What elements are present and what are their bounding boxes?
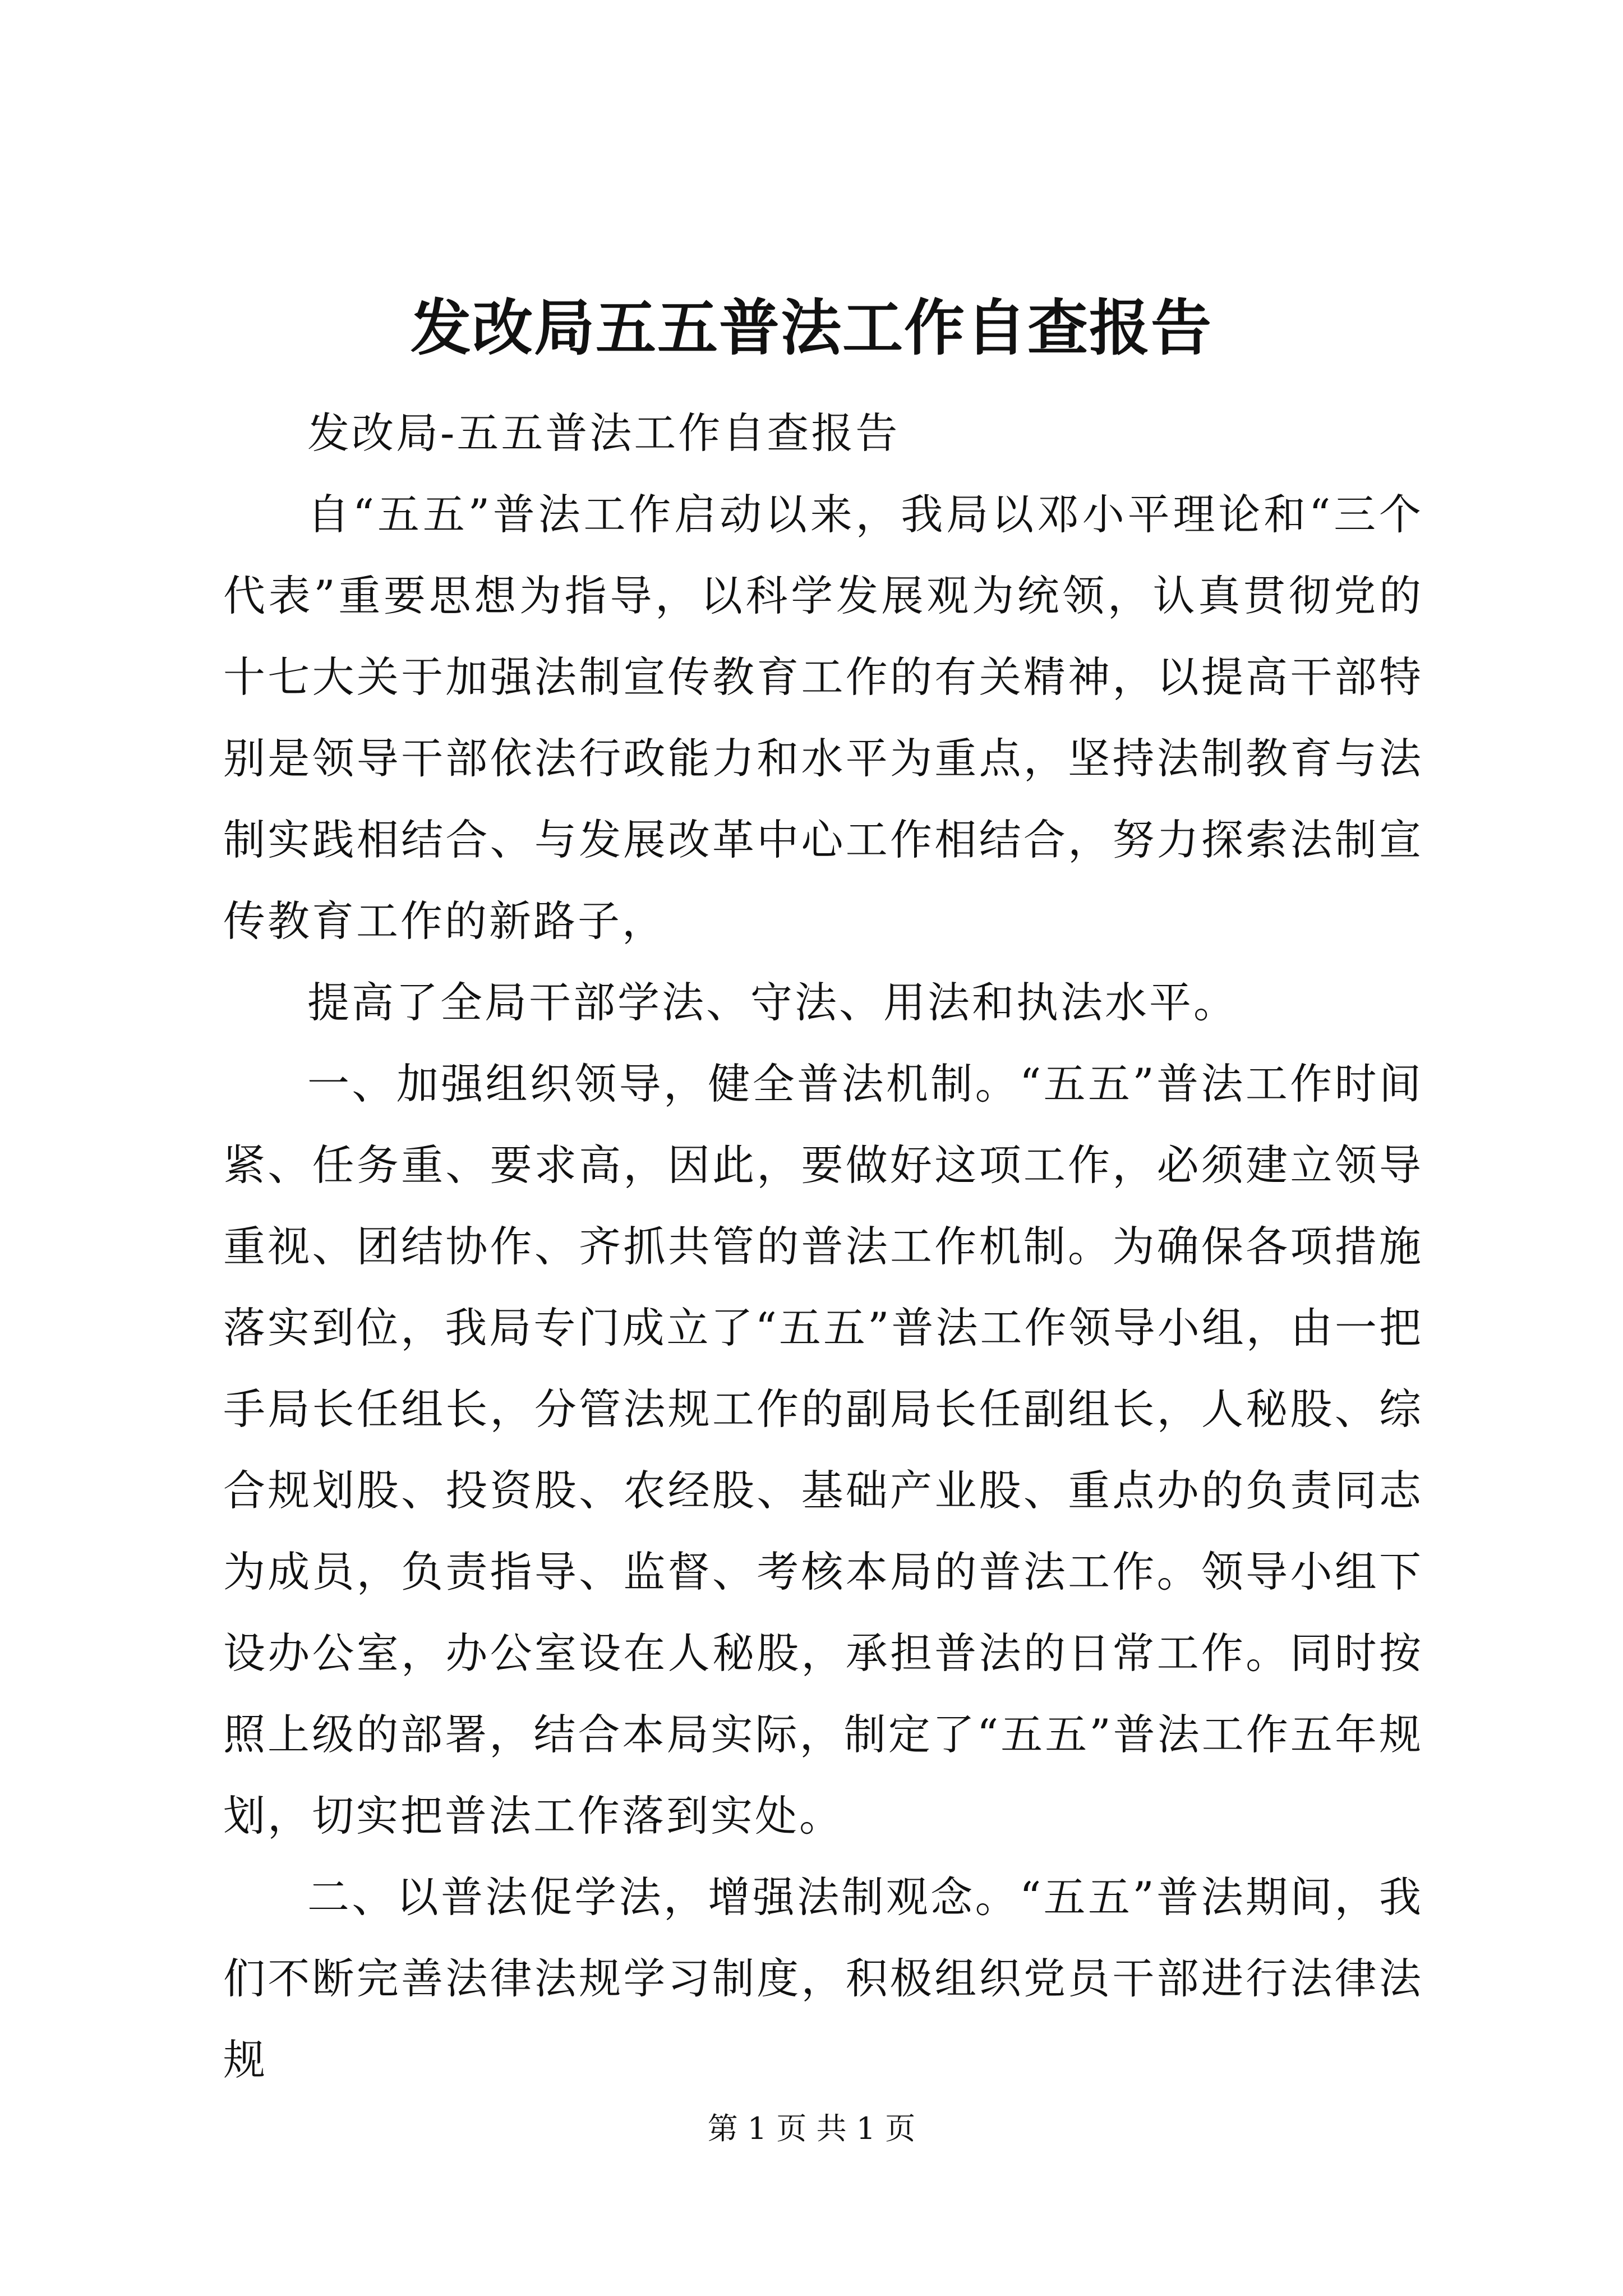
paragraph-summary: 提高了全局干部学法、守法、用法和执法水平。 [307, 978, 1238, 1027]
paragraph-intro: 自“五五”普法工作启动以来，我局以邓小平理论和“三个代表”重要思想为指导，以科学发展观为统领，认真贯彻党的十七大关于加强法制宣传教育工作的有关精神，以提高干部特别是领导干部依法行政能力和水平为重点，坚持法制教育与法制实践相结合、与发展改革中心工作相结合，努力探索法制宣传教育工作的新路子， [223, 490, 1423, 946]
document-body [223, 393, 1423, 2101]
page-footer: 第 1 页 共 1 页 [707, 2111, 916, 2146]
paragraph-section-two: 二、以普法促学法，增强法制观念。“五五”普法期间，我们不断完善法律法规学习制度，积极组织党员干部进行法律法规 [223, 1872, 1423, 2085]
paragraph-subtitle: 发改局-五五普法工作自查报告 [307, 408, 900, 458]
paragraph-section-one: 一、加强组织领导，健全普法机制。“五五”普法工作时间紧、任务重、要求高，因此，要做好这项工作，必须建立领导重视、团结协作、齐抓共管的普法工作机制。为确保各项措施落实到位，我局专门成立了“五五”普法工作领导小组，由一把手局长任组长，分管法规工作的副局长任副组长，人秘股、综合规划股、投资股、农经股、基础产业股、重点办的负责同志为成员，负责指导、监督、考核本局的普法工作。领导小组下设办公室，办公室设在人秘股，承担普法的日常工作。同时按照上级的部署，结合本局实际，制定了“五五”普法工作五年规划，切实把普法工作落到实处。 [223, 1059, 1423, 1841]
document-title: 发改局五五普法工作自查报告 [410, 293, 1212, 364]
